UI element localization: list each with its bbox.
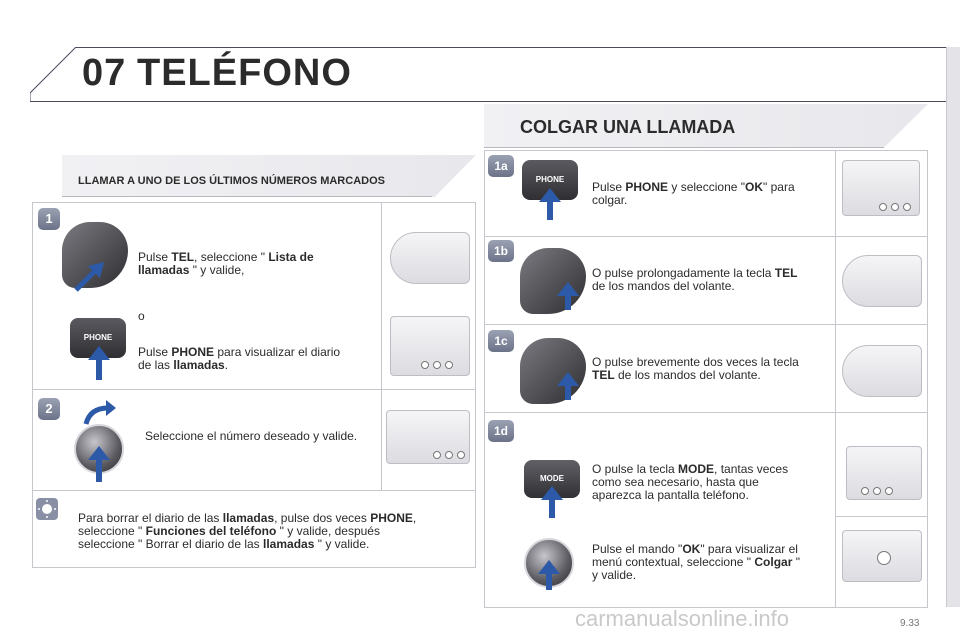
phone-button-icon: PHONE <box>70 318 126 358</box>
left-row-divider-1 <box>33 389 475 390</box>
step-badge-1a: 1a <box>488 155 514 177</box>
radio-panel-thumbnail <box>842 530 922 582</box>
chapter-title: TELÉFONO <box>137 52 352 94</box>
step-badge-1d: 1d <box>488 420 514 442</box>
left-section-title: LLAMAR A UNO DE LOS ÚLTIMOS NÚMEROS MARCADOS <box>78 175 385 187</box>
step1a-text-line1: Pulse PHONE y seleccione "OK" para <box>592 180 795 194</box>
step1d-text-line3: aparezca la pantalla teléfono. <box>592 488 749 502</box>
rotate-arrow-icon <box>82 400 118 426</box>
up-arrow-shaft <box>96 358 102 380</box>
header-bottom-rule <box>30 101 946 102</box>
step-badge-1c: 1c <box>488 330 514 352</box>
right-row-divider-3 <box>485 412 927 413</box>
step1-or: o <box>138 309 145 323</box>
tip-text-line3: seleccione " Borrar el diario de las llamadas " y valide. <box>78 537 370 551</box>
phone-button-icon: PHONE <box>522 160 578 200</box>
left-row-divider-2 <box>33 490 475 491</box>
radio-panel-thumbnail <box>390 316 470 376</box>
radio-panel-thumbnail <box>386 410 470 464</box>
step1a-text-line2: colgar. <box>592 193 628 207</box>
radio-panel-thumbnail <box>842 160 920 216</box>
chapter-number: 07 <box>82 52 127 94</box>
up-arrow-shaft <box>565 384 571 400</box>
page-number: 9.33 <box>900 618 920 629</box>
up-arrow-shaft <box>546 572 552 590</box>
step1-text-line3: Pulse PHONE para visualizar el diario <box>138 345 341 359</box>
step1d-text-line4: Pulse el mando "OK" para visualizar el <box>592 542 798 556</box>
side-tab-bar <box>946 47 960 607</box>
right-row-divider-1 <box>485 236 927 237</box>
right-section-title: COLGAR UNA LLAMADA <box>520 117 736 137</box>
steering-controls-thumbnail <box>842 255 922 307</box>
step-badge-2: 2 <box>38 398 60 420</box>
step1b-text-line1: O pulse prolongadamente la tecla TEL <box>592 266 798 280</box>
step1c-text-line1: O pulse brevemente dos veces la tecla <box>592 355 799 369</box>
steering-controls-thumbnail <box>842 345 922 397</box>
tip-text-line1: Para borrar el diario de las llamadas, pulse dos veces PHONE, <box>78 511 417 525</box>
step2-text: Seleccione el número deseado y valide. <box>145 429 358 443</box>
up-arrow-shaft <box>549 498 555 518</box>
right-row-divider-2 <box>485 324 927 325</box>
right-col-divider <box>835 151 836 607</box>
mode-button-icon: MODE <box>524 460 580 498</box>
step1-text-line1: Pulse TEL, seleccione " Lista de <box>138 250 314 264</box>
left-col-divider-2 <box>381 390 382 490</box>
tip-bulb-icon <box>36 498 58 520</box>
up-arrow-shaft <box>547 200 553 220</box>
watermark: carmanualsonline.info <box>575 606 790 631</box>
step-badge-1: 1 <box>38 208 60 230</box>
step1d-text-line5: menú contextual, seleccione " Colgar " <box>592 555 800 569</box>
step1d-text-line2: como sea necesario, hasta que <box>592 475 759 489</box>
right-thumb-divider <box>836 516 927 517</box>
step1c-text-line2: TEL de los mandos del volante. <box>592 368 761 382</box>
up-arrow-shaft <box>96 458 102 482</box>
radio-panel-thumbnail <box>846 446 922 500</box>
steering-controls-thumbnail <box>390 232 470 284</box>
left-section-header-rule <box>62 196 432 197</box>
blue-arrow-icon <box>74 258 114 292</box>
step-badge-1b: 1b <box>488 240 514 262</box>
step1d-text-line6: y valide. <box>592 568 637 582</box>
right-section-header-rule <box>484 147 884 148</box>
step1b-text-line2: de los mandos del volante. <box>592 279 735 293</box>
step1-text-line4: de las llamadas. <box>138 358 229 372</box>
tip-text-line2: seleccione " Funciones del teléfono " y valide, después <box>78 524 380 538</box>
step1-text-line2: llamadas " y valide, <box>138 263 245 277</box>
left-col-divider-1 <box>381 203 382 389</box>
header-corner-diagonal <box>30 47 84 101</box>
step1d-text-line1: O pulse la tecla MODE, tantas veces <box>592 462 789 476</box>
up-arrow-shaft <box>565 294 571 310</box>
header-top-rule <box>76 47 946 48</box>
